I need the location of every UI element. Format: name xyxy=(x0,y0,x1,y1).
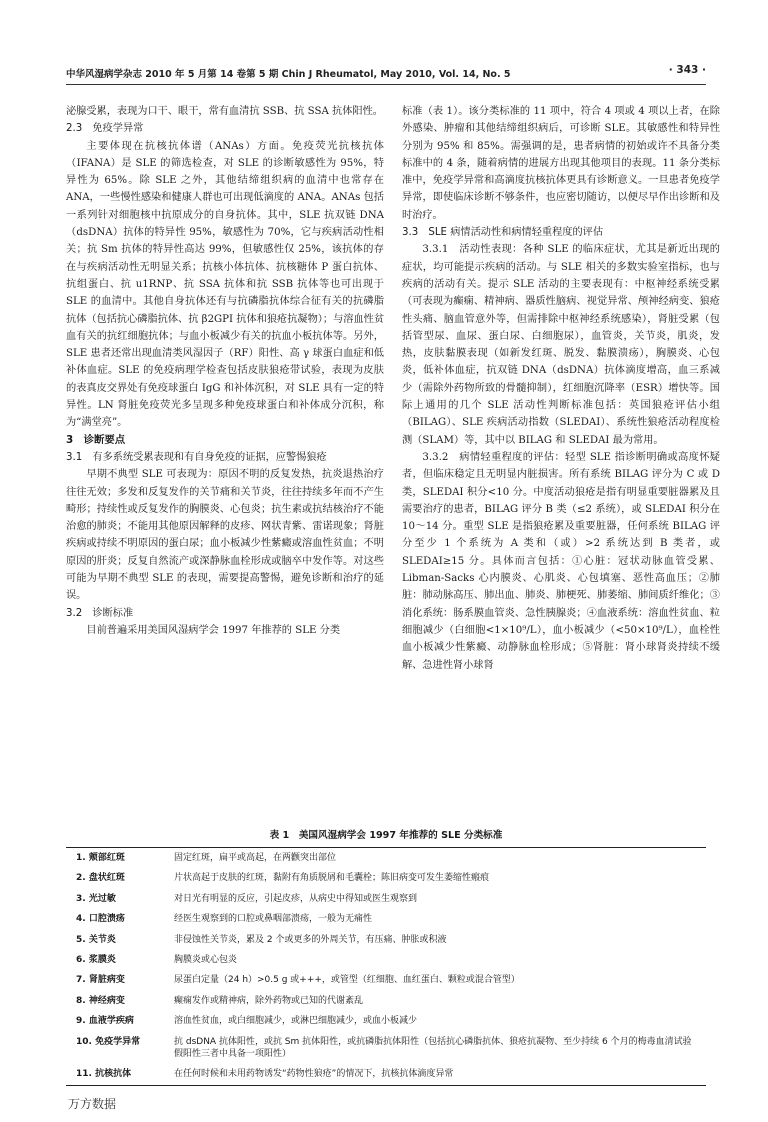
criterion-definition: 固定红斑，扁平或高起，在两颧突出部位 xyxy=(174,853,337,863)
criterion-definition: 尿蛋白定量（24 h）>0.5 g 或+++，或管型（红细胞、血红蛋白、颗粒或混合管型） xyxy=(174,975,520,986)
criterion-definition: 胸膜炎或心包炎 xyxy=(174,955,238,966)
paragraph: 泌腺受累，表现为口干、眼干，常有血清抗 SSB、抗 SSA 抗体阳性。 xyxy=(66,106,383,117)
page-number: · 343 · xyxy=(668,64,706,76)
criterion-definition: 抗 dsDNA 抗体阳性，或抗 Sm 抗体阳性，或抗磷脂抗体阳性（包括抗心磷脂抗体、狼疮抗凝物、至少持续 6 个月的梅毒血清试验假阳性三者中具备一项阳性） xyxy=(174,1036,692,1060)
sle-criteria-table xyxy=(66,847,706,1086)
criterion-name: 5. 关节炎 xyxy=(76,934,116,945)
paragraph: 标准（表 1）。该分类标准的 11 项中，符合 4 项或 4 项以上者，在除外感染、肿瘤和其他结缔组织病后，可诊断 SLE。其敏感性和特异性分别为 95% 和 85%。需强调的是，患者病情的初始或许不具备分类标准中的 4 条，随着病情的进展方出现其他项目的表现。11 条分类标准中，免疫学异常和高滴度抗核抗体更具有诊断意义。一旦患者免疫学异常，即使临床诊断不够条件，也应密切随访，以便尽早作出诊断和及时治疗。 xyxy=(402,106,720,221)
section-heading-3-2: 3.2 诊断标准 xyxy=(66,607,134,619)
criterion-name: 2. 盘状红斑 xyxy=(76,873,125,884)
criterion-name: 7. 肾脏病变 xyxy=(76,975,125,986)
criterion-definition: 癫痫发作或精神病，除外药物或已知的代谢紊乱 xyxy=(174,995,364,1006)
paragraph: 3.3.2 病情轻重程度的评估：轻型 SLE 指诊断明确或高度怀疑者，但临床稳定且无明显内脏损害。所有系统 BILAG 评分为 C 或 D 类，SLEDAI 积分<10 分。中度活动狼疮是指有明显重要脏器累及且需要治疗的患者，BILAG 评分 B 类（≤2 系统），或 SLEDAI 积分在 10～14 分。重型 SLE 是指狼疮累及重要脏器，任何系统 BILAG 评分至少 1 个系统为 A 类和（或）>2 系统达到 B 类者，或 SLEDAI≥15 分。具体而言包括：①心脏：冠状动脉血管受累、Libman-Sacks 心内膜炎、心肌炎、心包填塞、恶性高血压；②肺脏：肺动脉高压、肺出血、肺炎、肺梗死、肺萎缩、肺间质纤维化；③消化系统：肠系膜血管炎、急性胰腺炎；④血液系统：溶血性贫血、粒细胞减少（白细胞<1×10⁹/L），血小板减少（<50×10⁹/L），血栓性血小板减少性紫癜、动静脉血栓形成；⑤肾脏：肾小球肾炎持续不缓解、急进性肾小球肾 xyxy=(402,451,720,671)
section-heading-2-3: 2.3 免疫学异常 xyxy=(66,123,144,135)
table-row xyxy=(66,868,706,888)
table-caption: 表 1 美国风湿病学会 1997 年推荐的 SLE 分类标准 xyxy=(269,830,503,841)
table-row xyxy=(66,1064,706,1085)
watermark: 万方数据 xyxy=(68,1097,117,1111)
header-rule xyxy=(66,84,706,85)
table-row xyxy=(66,1032,706,1065)
criterion-name: 8. 神经病变 xyxy=(76,995,125,1006)
criterion-name: 11. 抗核抗体 xyxy=(76,1069,132,1080)
paragraph: 目前普遍采用美国风湿病学会 1997 年推荐的 SLE 分类 xyxy=(86,624,341,636)
table-row xyxy=(66,1011,706,1031)
table-row xyxy=(66,848,706,869)
journal-citation: 中华风湿病学杂志 2010 年 5 月第 14 卷第 5 期 Chin J Rheumatol, May 2010, Vol. 14, No. 5 xyxy=(66,69,511,80)
table-row xyxy=(66,889,706,909)
paragraph: 主要体现在抗核抗体谱（ANAs）方面。免疫荧光抗核抗体（IFANA）是 SLE 的筛选检查，对 SLE 的诊断敏感性为 95%，特异性为 65%。除 SLE 之外，其他结缔组织病的血清中也常存在 ANA，一些慢性感染和健康人群也可出现低滴度的 ANA。ANAs 包括一系列针对细胞核中抗原成分的自身抗体。其中，SLE 抗双链 DNA（dsDNA）抗体的特异性 95%，敏感性为 70%，它与疾病活动性相关；抗 Sm 抗体的特异性高达 99%，但敏感性仅 25%，该抗体的存在与疾病活动性无明显关系；抗核小体抗体、抗核糖体 P 蛋白抗体、抗组蛋白、抗 u1RNP、抗 SSA 抗体和抗 SSB 抗体等也可出现于 SLE 的血清中。其他自身抗体还有与抗磷脂抗体综合征有关的抗磷脂抗体（包括抗心磷脂抗体、抗 β2GPI 抗体和狼疮抗凝物）；与溶血性贫血有关的抗红细胞抗体；与血小板减少有关的抗血小板抗体等。另外，SLE 患者还常出现血清类风湿因子（RF）阳性、高 γ 球蛋白血症和低补体血症。SLE 的免疫病理学检查包括皮肤狼疮带试验，表现为皮肤的表真皮交界处有免疫球蛋白 IgG 和补体沉积，对 SLE 具有一定的特异性。LN 肾脏免疫荧光多呈现多种免疫球蛋白和补体成分沉积，称为“满堂亮”。 xyxy=(66,140,385,429)
section-heading-3: 3 诊断要点 xyxy=(66,433,126,446)
section-heading-3-1: 3.1 有多系统受累表现和有自身免疫的证据，应警惕狼疮 xyxy=(66,451,327,463)
running-header xyxy=(66,64,706,80)
criterion-definition: 非侵蚀性关节炎，累及 2 个或更多的外周关节，有压痛、肿胀或积液 xyxy=(174,934,447,945)
left-column xyxy=(66,103,384,639)
criterion-name: 9. 血液学疾病 xyxy=(76,1016,134,1027)
criterion-definition: 在任何时候和未用药物诱发“药物性狼疮”的情况下，抗核抗体滴度异常 xyxy=(174,1069,454,1080)
paragraph: 早期不典型 SLE 可表现为：原因不明的反复发热，抗炎退热治疗往往无效；多发和反复发作的关节痛和关节炎，往往持续多年而不产生畸形；持续性或反复发作的胸膜炎、心包炎；抗生素或抗结核治疗不能治愈的肺炎；不能用其他原因解释的皮疹、网状青紫、雷诺现象；肾脏疾病或持续不明原因的蛋白尿；血小板减少性紫癜或溶血性贫血；不明原因的肝炎；反复自然流产或深静脉血栓形成或脑卒中发作等。对这些可能为早期不典型 SLE 的表现，需要提高警惕，避免诊断和治疗的延误。 xyxy=(66,469,384,602)
criterion-definition: 片状高起于皮肤的红斑，黏附有角质脱屑和毛囊栓；陈旧病变可发生萎缩性瘢痕 xyxy=(174,873,490,884)
criterion-name: 10. 免疫学异常 xyxy=(76,1036,141,1047)
table-body xyxy=(66,848,706,1086)
criterion-definition: 溶血性贫血，或白细胞减少，或淋巴细胞减少，或血小板减少 xyxy=(174,1016,418,1027)
table-row xyxy=(66,950,706,970)
paragraph: 3.3.1 活动性表现：各种 SLE 的临床症状，尤其是新近出现的症状，均可能提示疾病的活动。与 SLE 相关的多数实验室指标，也与疾病的活动有关。提示 SLE 活动的主要表现有：中枢神经系统受累（可表现为癫痫、精神病、器质性脑病、视觉异常、颅神经病变、狼疮性头痛、脑血管意外等，但需排除中枢神经系统感染），肾脏受累（包括管型尿、血尿、蛋白尿、白细胞尿），血管炎，关节炎，肌炎，发热，皮肤黏膜表现（如新发红斑、脱发、黏膜溃疡），胸膜炎、心包炎，低补体血症，抗双链 DNA（dsDNA）抗体滴度增高，血三系减少（需除外药物所致的骨髓抑制），红细胞沉降率（ESR）增快等。国际上通用的几个 SLE 活动性判断标准包括：英国狼疮评估小组（BILAG）、SLE 疾病活动指数（SLEDAI）、系统性狼疮活动程度检测（SLAM）等，其中以 BILAG 和 SLEDAI 最为常用。 xyxy=(402,244,720,446)
right-column xyxy=(402,103,720,674)
section-heading-3-3: 3.3 SLE 病情活动性和病情轻重程度的评估 xyxy=(402,227,604,239)
table-row xyxy=(66,909,706,929)
criterion-name: 4. 口腔溃疡 xyxy=(76,914,125,925)
criterion-name: 6. 浆膜炎 xyxy=(76,955,116,966)
criterion-name: 3. 光过敏 xyxy=(76,893,116,904)
criterion-definition: 对日光有明显的反应，引起皮疹，从病史中得知或医生观察到 xyxy=(174,893,418,904)
criterion-definition: 经医生观察到的口腔或鼻咽部溃疡，一般为无痛性 xyxy=(174,914,373,925)
table-row xyxy=(66,970,706,990)
table-row xyxy=(66,991,706,1011)
table-row xyxy=(66,930,706,950)
criterion-name: 1. 颊部红斑 xyxy=(76,853,125,863)
